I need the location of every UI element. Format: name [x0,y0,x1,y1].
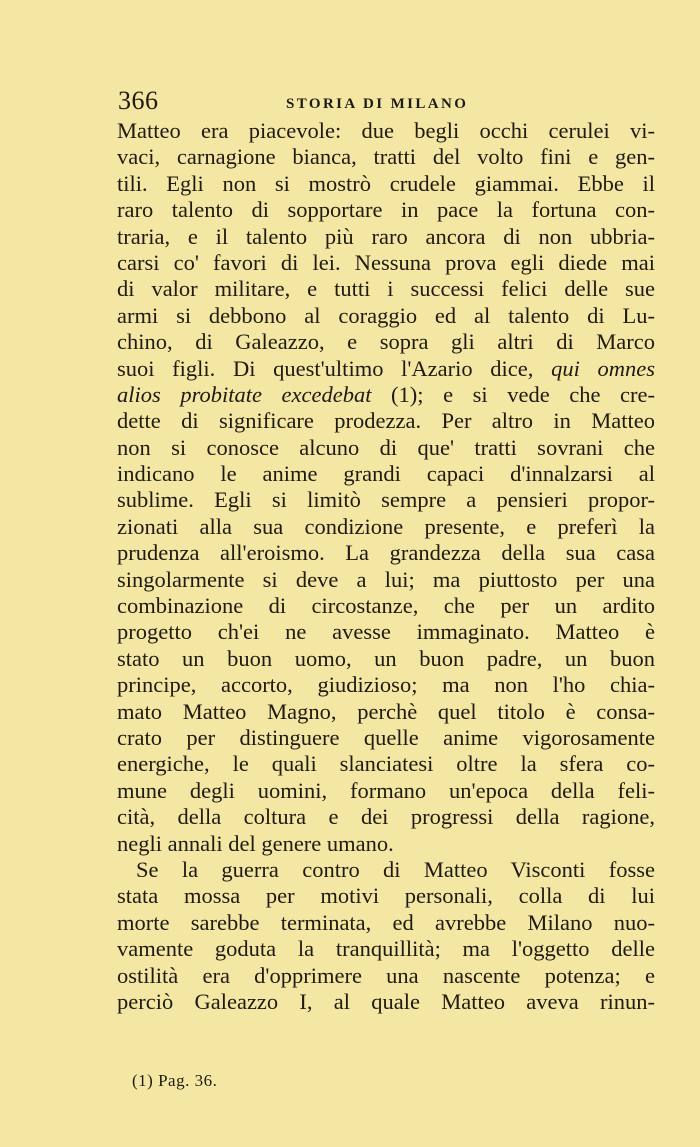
text-line: principe, accorto, giudizioso; ma non l'ho chia- [117,672,655,698]
latin-quote: qui omnes [551,355,655,381]
text-line: progetto ch'ei ne avesse immaginato. Matteo è [117,619,655,645]
paragraph-start-line: Se la guerra contro di Matteo Visconti fosse [136,856,655,882]
text-line: cità, della coltura e dei progressi della ragione, [117,804,655,830]
text-line: energiche, le quali slanciatesi oltre la sfera co- [117,751,655,777]
text-line: tili. Egli non si mostrò crudele giammai. Ebbe il [117,170,655,196]
page-number: 366 [118,86,159,115]
text-line: vaci, carnagione bianca, tratti del volto fini e gen- [117,144,655,170]
text-line: zionati alla sua condizione presente, e preferì la [117,513,655,539]
latin-quote: alios probitate excedebat [117,381,372,407]
text-line: sublime. Egli si limitò sempre a pensieri propor- [117,487,655,513]
text-line: alios probitate excedebat (1); e si vede che cre- [117,381,655,407]
text-line: vamente goduta la tranquillità; ma l'oggetto delle [117,936,655,962]
text-line: traria, e il talento più raro ancora di non ubbria- [117,223,655,249]
text-line: combinazione di circostanze, che per un ardito [117,593,655,619]
text-line: perciò Galeazzo I, al quale Matteo aveva rinun- [117,988,655,1014]
text-line: stata mossa per motivi personali, colla di lui [117,883,655,909]
text-line: di valor militare, e tutti i successi felici delle sue [117,276,655,302]
text-line: crato per distinguere quelle anime vigorosamente [117,724,655,750]
text-line: prudenza all'eroismo. La grandezza della sua casa [117,540,655,566]
text-line: morte sarebbe terminata, ed avrebbe Milano nuo- [117,909,655,935]
text-line: dette di significare prodezza. Per altro in Matteo [117,408,655,434]
text-line: stato un buon uomo, un buon padre, un buon [117,645,655,671]
running-head [118,86,478,116]
running-title: STORIA DI MILANO [286,96,469,112]
text-line: mune degli uomini, formano un'epoca della feli- [117,777,655,803]
text-line: chino, di Galeazzo, e sopra gli altri di Marco [117,329,655,355]
text-line: raro talento di sopportare in pace la fortuna con- [117,197,655,223]
text-line: indicano le anime grandi capaci d'innalzarsi al [117,461,655,487]
text-line: Matteo era piacevole: due begli occhi cerulei vi- [117,118,655,143]
body-text [117,118,655,1015]
text-line: singolarmente si deve a lui; ma piuttosto per una [117,566,655,592]
text-line: non si conosce alcuno di que' tratti sovrani che [117,434,655,460]
text-line: negli annali del genere umano. [117,830,394,856]
text-line: armi si debbono al coraggio ed al talento di Lu- [117,302,655,328]
footnote: (1) Pag. 36. [132,1071,218,1090]
text-line: suoi figli. Di quest'ultimo l'Azario dice, qui omnes [117,355,655,381]
text-line: carsi co' favori di lei. Nessuna prova egli diede mai [117,249,655,275]
text-line: ostilità era d'opprimere una nascente potenza; e [117,962,655,988]
text-line: mato Matteo Magno, perchè quel titolo è consa- [117,698,655,724]
